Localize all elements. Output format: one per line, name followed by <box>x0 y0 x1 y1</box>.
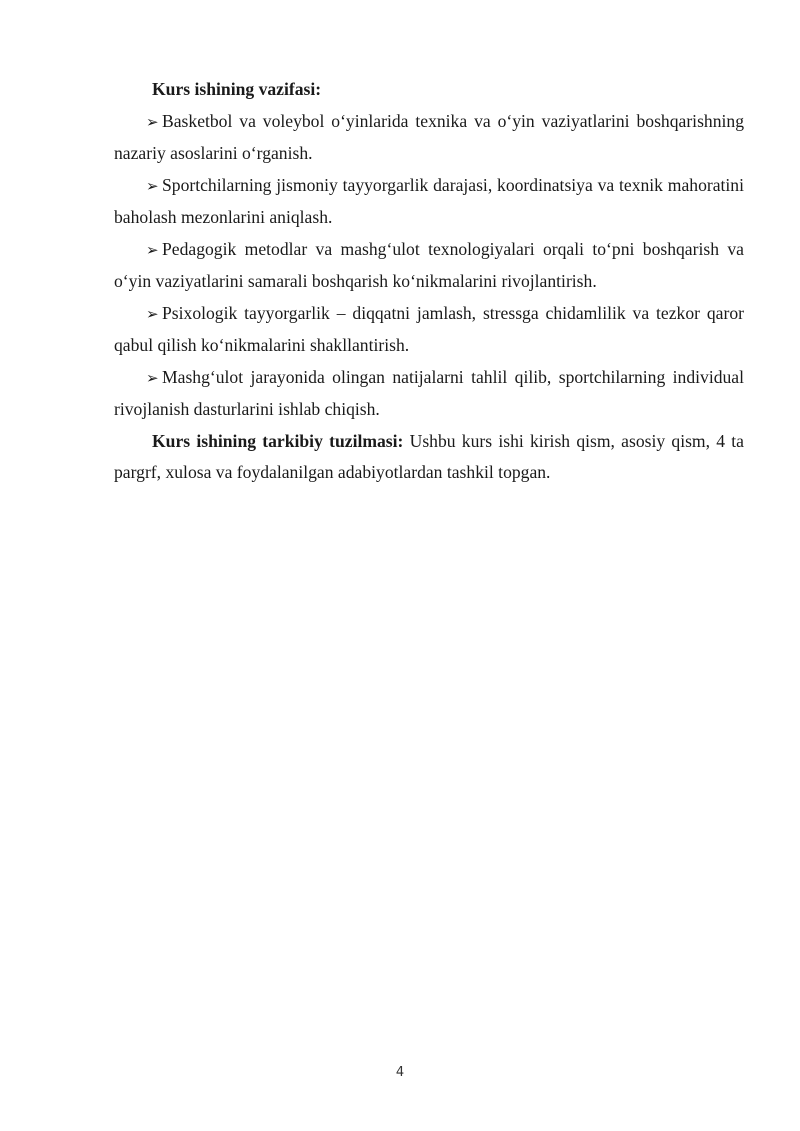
arrow-bullet-icon: ➢ <box>146 304 159 323</box>
page-content <box>114 74 744 489</box>
task-item-5 <box>114 362 744 426</box>
task-text: Psixologik tayyorgarlik – diqqatni jamlash, stressga chidamlilik va tezkor qaror qabul qilish ko‘nikmalarini shakllantirish. <box>114 302 744 355</box>
arrow-bullet-icon: ➢ <box>146 240 159 259</box>
task-text: Sportchilarning jismoniy tayyorgarlik darajasi, koordinatsiya va texnik mahoratini baholash mezonlarini aniqlash. <box>114 174 744 227</box>
page-number: 4 <box>395 1065 405 1080</box>
task-text: Pedagogik metodlar va mashg‘ulot texnologiyalari orqali to‘pni boshqarish va o‘yin vaziyatlarini samarali boshqarish ko‘nikmalarini rivojlantirish. <box>114 238 744 291</box>
structure-text: Ushbu kurs ishi kirish qism, asosiy qism, 4 ta pargrf, xulosa va foydalanilgan adabiyotlardan tashkil topgan. <box>114 430 744 482</box>
section-heading: Kurs ishining vazifasi: <box>152 79 322 99</box>
task-item-2 <box>114 170 744 234</box>
arrow-bullet-icon: ➢ <box>146 112 159 131</box>
task-item-4 <box>114 298 744 362</box>
structure-label: Kurs ishining tarkibiy tuzilmasi: <box>152 430 404 451</box>
task-item-3 <box>114 234 744 298</box>
arrow-bullet-icon: ➢ <box>146 176 159 195</box>
task-text: Basketbol va voleybol o‘yinlarida texnika va o‘yin vaziyatlarini boshqarishning nazariy asoslarini o‘rganish. <box>114 110 744 163</box>
task-item-1 <box>114 106 744 170</box>
structure-paragraph <box>114 426 744 489</box>
task-text: Mashg‘ulot jarayonida olingan natijalarni tahlil qilib, sportchilarning individual rivojlanish dasturlarini ishlab chiqish. <box>114 366 744 419</box>
arrow-bullet-icon: ➢ <box>146 368 159 387</box>
